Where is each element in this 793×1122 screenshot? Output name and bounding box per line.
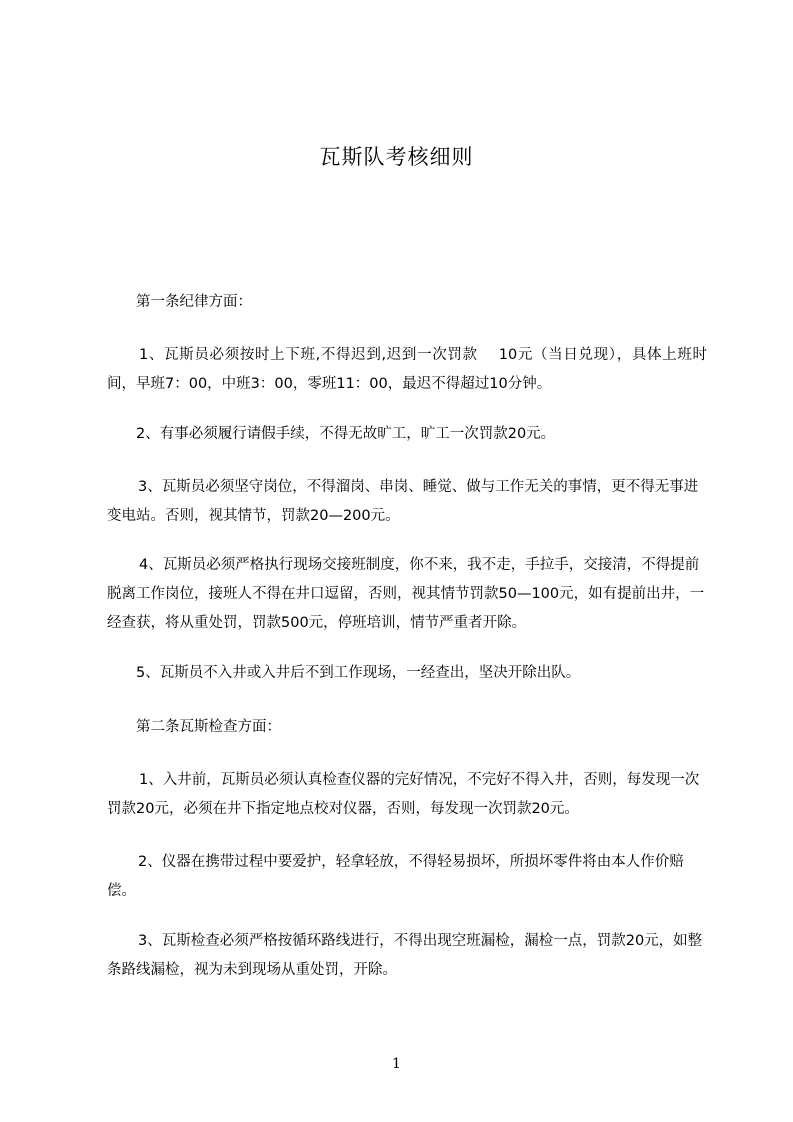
section1-item-2: 2、有事必须履行请假手续，不得无故旷工，旷工一次罚款20元。 — [136, 426, 556, 442]
section2-item-1: 1、入井前，瓦斯员必须认真检查仪器的完好情况，不完好不得入井，否则，每发现一次罚款20元，必须在井下指定地点校对仪器，否则，每发现一次罚款20元。 — [107, 772, 700, 817]
section1-item-5: 5、瓦斯员不入井或入井后不到工作现场，一经查出，坚决开除出队。 — [136, 665, 581, 681]
document-title: 瓦斯队考核细则 — [319, 145, 474, 169]
section2-item-3: 3、瓦斯检查必须严格按循环路线进行，不得出现空班漏检，漏检一点，罚款20元，如整条路线漏检，视为未到现场从重处罚，开除。 — [107, 933, 703, 978]
section2-item-2: 2、仪器在携带过程中要爱护，轻拿轻放，不得轻易损坏，所损坏零件将由本人作价赔偿。 — [107, 854, 684, 899]
section1-heading: 第一条纪律方面： — [136, 294, 252, 310]
section1-item-3: 3、瓦斯员必须坚守岗位，不得溜岗、串岗、睡觉、做与工作无关的事情，更不得无事进变电站。否则，视其情节，罚款20—200元。 — [107, 479, 699, 524]
page-number: 1 — [392, 1056, 401, 1072]
section1-item-1: 1、瓦斯员必须按时上下班,不得迟到,迟到一次罚款 10元（当日兑现），具体上班时间，早班7：00，中班3：00，零班11：00，最迟不得超过10分钟。 — [107, 347, 707, 392]
section2-heading: 第二条瓦斯检查方面： — [136, 719, 281, 735]
section1-item-4: 4、瓦斯员必须严格执行现场交接班制度，你不来，我不走，手拉手，交接清，不得提前脱离工作岗位，接班人不得在井口逗留，否则，视其情节罚款50—100元，如有提前出井，一经查获，将从重处罚，罚款500元，停班培训，情节严重者开除。 — [107, 557, 705, 631]
